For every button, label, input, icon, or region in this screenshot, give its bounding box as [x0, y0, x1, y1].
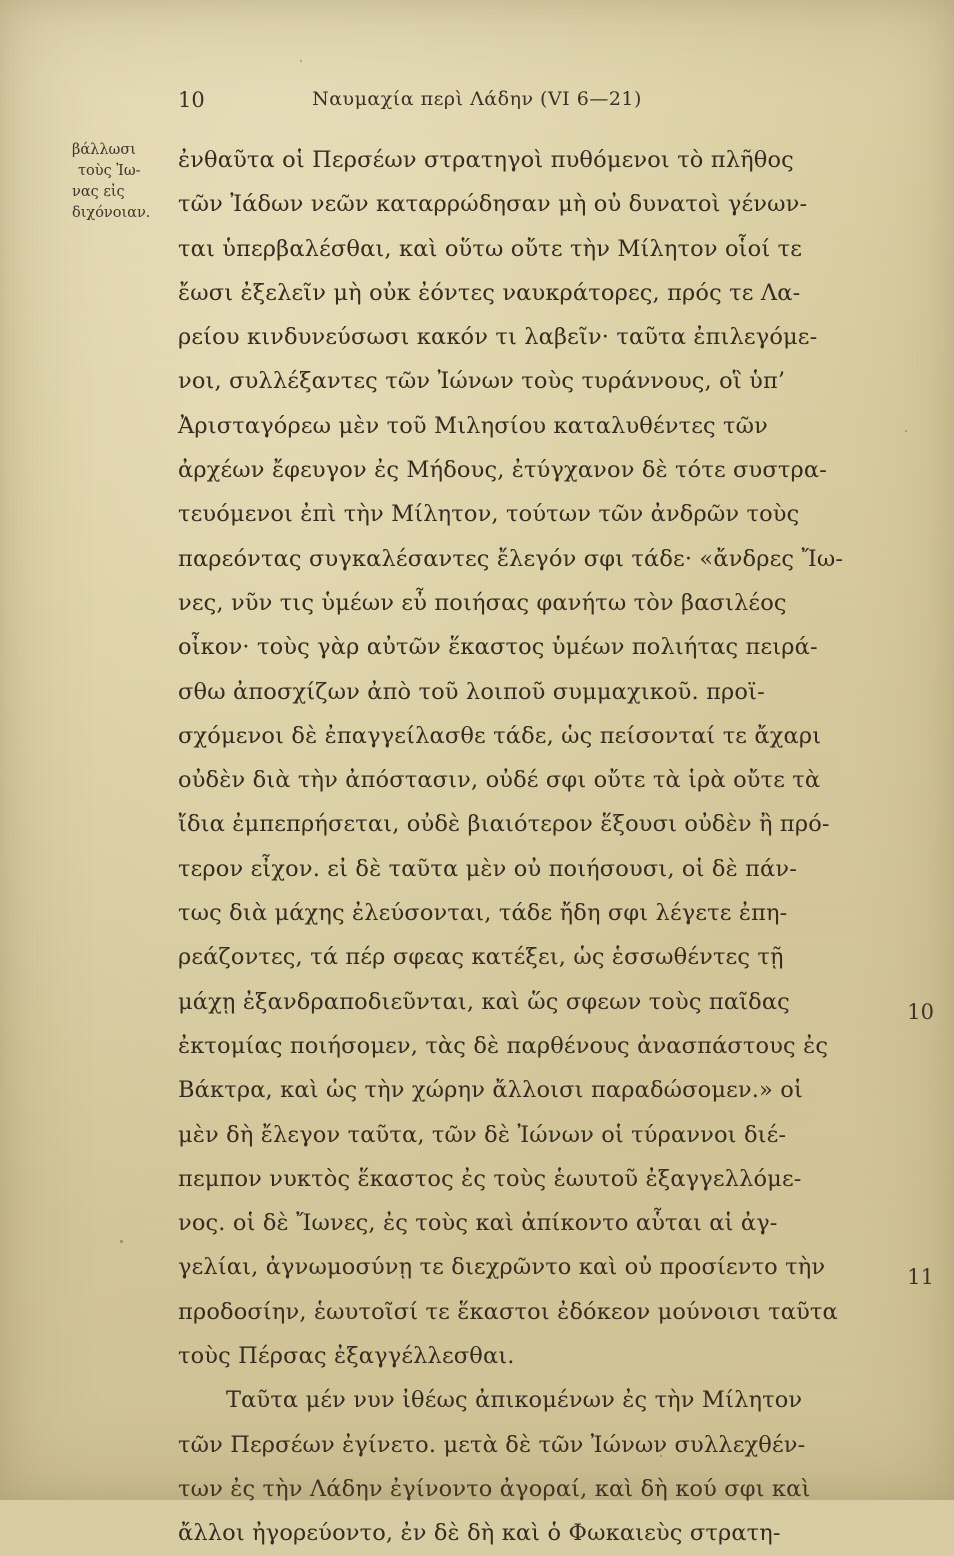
body-text — [178, 138, 878, 1556]
text-line: ἐνθαῦτα οἱ Περσέων στρατηγοὶ πυθόμενοι τὸ πλῆθος — [178, 147, 794, 173]
text-line: πεμπον νυκτὸς ἕκαστος ἐς τοὺς ἑωυτοῦ ἐξαγγελλόμε- — [178, 1165, 802, 1192]
marginal-note-left — [72, 140, 184, 224]
section-number: 10 — [907, 1000, 934, 1024]
text-line: τῶν Ἰάδων νεῶν καταρρώδησαν μὴ οὐ δυνατοὶ γένων- — [178, 191, 808, 218]
text-line: τοὺς Πέρσας ἐξαγγέλλεσθαι. — [178, 1343, 515, 1370]
text-line: γελίαι, ἀγνωμοσύνῃ τε διεχρῶντο καὶ οὐ προσίεντο τὴν — [178, 1254, 826, 1281]
text-line: Ταῦτα μέν νυν ἰθέως ἀπικομένων ἐς τὴν Μίλητον — [226, 1387, 803, 1414]
text-line: σχόμενοι δὲ ἐπαγγείλασθε τάδε, ὡς πείσονταί τε ἄχαρι — [178, 722, 822, 749]
text-line: νος. οἱ δὲ Ἴωνες, ἐς τοὺς καὶ ἀπίκοντο αὗται αἱ ἀγ- — [178, 1210, 778, 1237]
text-line: Βάκτρα, καὶ ὡς τὴν χώρην ἄλλοισι παραδώσομεν.» οἱ — [178, 1077, 803, 1104]
section-number: 11 — [907, 1265, 934, 1289]
text-line: ται ὑπερβαλέσθαι, καὶ οὕτω οὔτε τὴν Μίλητον οἷοί τε — [178, 235, 803, 262]
text-line: ἀρχέων ἔφευγον ἐς Μήδους, ἐτύγχανον δὲ τότε συστρα- — [178, 457, 827, 484]
marginal-note-line: βάλλωσι — [72, 142, 136, 158]
running-header — [0, 88, 954, 110]
text-line: τευόμενοι ἐπὶ τὴν Μίλητον, τούτων τῶν ἀνδρῶν τοὺς — [178, 501, 800, 528]
text-line: ἄλλοι ἠγορεύοντο, ἐν δὲ δὴ καὶ ὁ Φωκαιεὺς στρατη- — [178, 1520, 781, 1547]
text-line: ἐκτομίας ποιήσομεν, τὰς δὲ παρθένους ἀνασπάστους ἐς — [178, 1032, 829, 1059]
text-line: τως διὰ μάχης ἐλεύσονται, τάδε ἤδη σφι λέγετε ἐπη- — [178, 900, 788, 927]
text-line: οἶκον· τοὺς γὰρ αὐτῶν ἕκαστος ὑμέων πολιήτας πειρά- — [178, 634, 818, 661]
text-line: των ἐς τὴν Λάδην ἐγίνοντο ἀγοραί, καὶ δὴ κού σφι καὶ — [178, 1475, 811, 1502]
text-line: μὲν δὴ ἔλεγον ταῦτα, τῶν δὲ Ἰώνων οἱ τύραννοι διέ- — [178, 1121, 787, 1148]
text-line: οὐδὲν διὰ τὴν ἀπόστασιν, οὐδέ σφι οὔτε τὰ ἱρὰ οὔτε τὰ — [178, 767, 821, 794]
text-line: παρεόντας συγκαλέσαντες ἔλεγόν σφι τάδε· «ἄνδρες Ἴω- — [178, 545, 844, 572]
running-title: Ναυμαχία περὶ Λάδην (VI 6—21) — [312, 88, 642, 110]
text-line: προδοσίην, ἑωυτοῖσί τε ἕκαστοι ἐδόκεον μούνοισι ταῦτα — [178, 1298, 838, 1325]
text-line: σθω ἀποσχίζων ἀπὸ τοῦ λοιποῦ συμμαχικοῦ. προϊ- — [178, 678, 765, 705]
text-line: νες, νῦν τις ὑμέων εὖ ποιήσας φανήτω τὸν βασιλέος — [178, 589, 787, 616]
text-line: ρείου κινδυνεύσωσι κακόν τι λαβεῖν· ταῦτα ἐπιλεγόμε- — [178, 324, 818, 351]
text-line: ἴδια ἐμπεπρήσεται, οὐδὲ βιαιότερον ἕξουσι οὐδὲν ἢ πρό- — [178, 811, 830, 838]
text-line: ρεάζοντες, τά πέρ σφεας κατέξει, ὡς ἑσσωθέντες τῇ — [178, 944, 784, 971]
text-line: μάχῃ ἐξανδραποδιεῦνται, καὶ ὥς σφεων τοὺς παῖδας — [178, 988, 790, 1015]
text-line: τερον εἶχον. εἰ δὲ ταῦτα μὲν οὐ ποιήσουσι, οἱ δὲ πάν- — [178, 855, 797, 882]
marginal-note-line: νας εἰς — [72, 184, 125, 201]
paper-speck — [300, 60, 302, 62]
text-line: τῶν Περσέων ἐγίνετο. μετὰ δὲ τῶν Ἰώνων συλλεχθέν- — [178, 1431, 806, 1458]
marginal-note-line: τοὺς Ἰω- — [78, 163, 141, 180]
marginal-note-line: διχόνοιαν. — [72, 205, 151, 222]
page-number: 10 — [178, 88, 205, 112]
paper-speck — [120, 1240, 123, 1243]
text-line: ἔωσι ἐξελεῖν μὴ οὐκ ἐόντες ναυκράτορες, πρός τε Λα- — [178, 279, 801, 306]
text-line: Ἀρισταγόρεω μὲν τοῦ Μιλησίου καταλυθέντες τῶν — [178, 412, 768, 439]
text-line: νοι, συλλέξαντες τῶν Ἰώνων τοὺς τυράννους, οἳ ὑπ’ — [178, 368, 786, 395]
paper-speck — [905, 430, 907, 432]
